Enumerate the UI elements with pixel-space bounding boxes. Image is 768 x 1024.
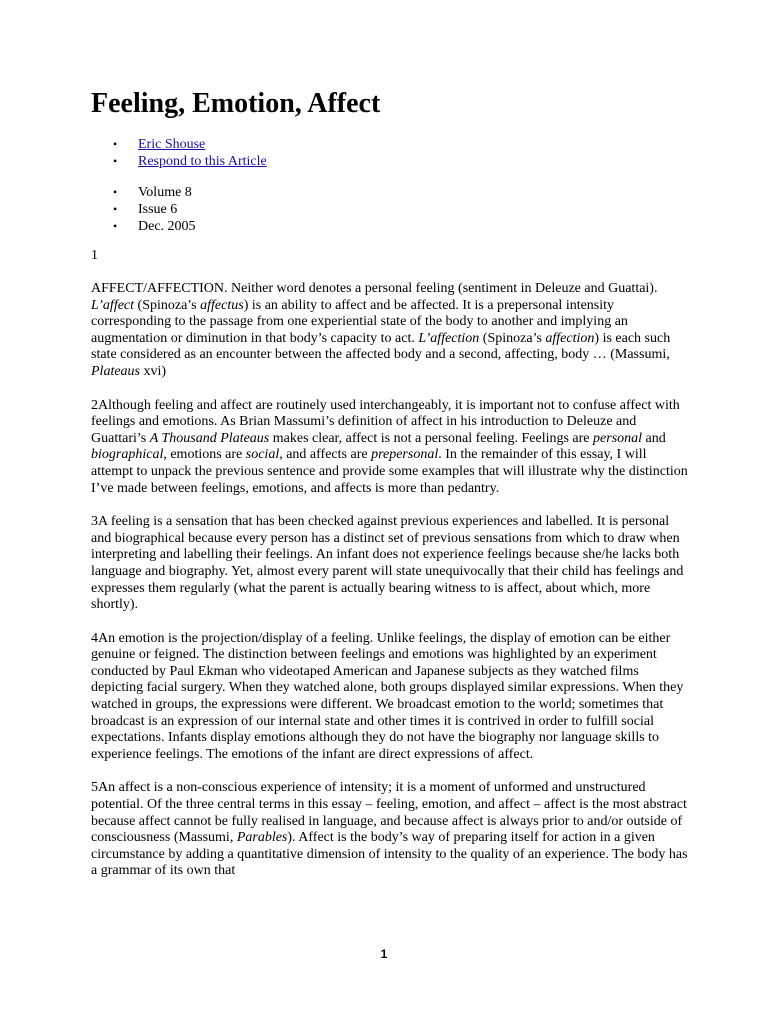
page-title: Feeling, Emotion, Affect <box>91 88 381 119</box>
italic-term: affection <box>545 330 595 346</box>
paragraph-3: 3A feeling is a sensation that has been checked against previous experiences and labelled. It is personal and biographical because every person has a distinct set of previous sensations from which to draw when interpreting and labelling their feelings. An infant does not experience feelings because she/he lacks both language and biography. Yet, almost every parent will state unequivocally that their child has feelings and expresses them regularly (what the parent is actually bearing witness to is affect, about which, more shortly). <box>91 514 684 613</box>
page-number: 1 <box>380 947 388 961</box>
article-links <box>91 136 691 170</box>
italic-term: L’affection <box>418 330 480 346</box>
italic-term: A Thousand Plateaus <box>149 430 270 446</box>
author-link[interactable]: Eric Shouse <box>138 137 206 152</box>
italic-term: personal <box>593 430 643 446</box>
paragraph-1 <box>91 281 691 381</box>
date-label: • Dec. 2005 <box>91 218 691 235</box>
section-number: 1 <box>91 248 98 263</box>
text-span: AFFECT/AFFECTION. Neither word denotes a personal feeling (sentiment in Deleuze and Guattai). <box>91 281 658 296</box>
italic-term: prepersonal <box>371 447 439 463</box>
italic-term: Plateaus <box>91 363 140 379</box>
italic-term: biographical <box>91 447 164 463</box>
paragraph-2 <box>91 398 691 498</box>
text-span: ). Affect is the body’s way of preparing itself for action in a given circumstance by adding a quantitative dimension of intensity to the quality of an experience. The body has a grammar of its own that <box>91 830 688 879</box>
text-span: 2Although feeling and affect are routinely used interchangeably, it is important not to confuse affect with feelings and emotions. As Brian Massumi’s definition of affect in his introduction to Deleuze and Guattari’s <box>91 397 680 446</box>
list-item <box>91 153 691 170</box>
text-span: . In the remainder of this essay, I will attempt to unpack the previous sentence and provide some examples that will illustrate why the distinction I’ve made between feelings, emotions, and affects is more than pedantry. <box>91 447 688 496</box>
text-span: (Spinoza’s <box>479 330 546 346</box>
paragraph-4: 4An emotion is the projection/display of a feeling. Unlike feelings, the display of emotion can be either genuine or feigned. The distinction between feelings and emotions was highlighted by an experiment conducted by Paul Ekman who videotaped American and Japanese subjects as they watched films depicting facial surgery. When they watched alone, both groups displayed similar expressions. When they watched in groups, the expressions were different. We broadcast emotion to the world; sometimes that broadcast is an expression of our internal state and other times it is contrived in order to fulfill social expectations. Infants display emotions although they do not have the biography nor language skills to experience feelings. The emotions of the infant are direct expressions of affect. <box>91 630 684 762</box>
italic-term: L’affect <box>91 297 135 313</box>
italic-term: affectus <box>200 297 244 313</box>
text-span: xvi) <box>140 363 167 379</box>
list-item <box>91 136 691 153</box>
text-span: 5An affect is a non-conscious experience of intensity; it is a moment of unformed and unstructured potential. Of the three central terms in this essay – feeling, emotion, and affect – affect is the most abstract because affect cannot be fully realised in language, and because affect is always prior to and/or outside of consciousness (Massumi, <box>91 780 687 846</box>
italic-term: social <box>245 447 280 463</box>
issue-label: • Issue 6 <box>91 201 691 218</box>
text-span: ) is each such state considered as an encounter between the affected body and a second, affecting, body … (Massumi, <box>91 330 671 363</box>
volume-label: • Volume 8 <box>91 184 691 201</box>
respond-link[interactable]: Respond to this Article <box>138 154 267 169</box>
article-body <box>91 86 691 880</box>
text-span: (Spinoza’s <box>134 297 201 313</box>
paragraph-5 <box>91 780 691 880</box>
text-span: and <box>642 430 666 446</box>
text-span: ) is an ability to affect and be affected. It is a prepersonal intensity corresponding to the passage from one experiential state of the body to another and implying an augmentation or diminution in that body’s capacity to act. <box>91 297 628 346</box>
text-span: makes clear, affect is not a personal feeling. Feelings are <box>269 430 594 446</box>
issue-meta <box>91 184 691 235</box>
text-span: , and affects are <box>279 447 372 463</box>
text-span: , emotions are <box>163 447 246 463</box>
italic-term: Parables <box>236 830 288 846</box>
